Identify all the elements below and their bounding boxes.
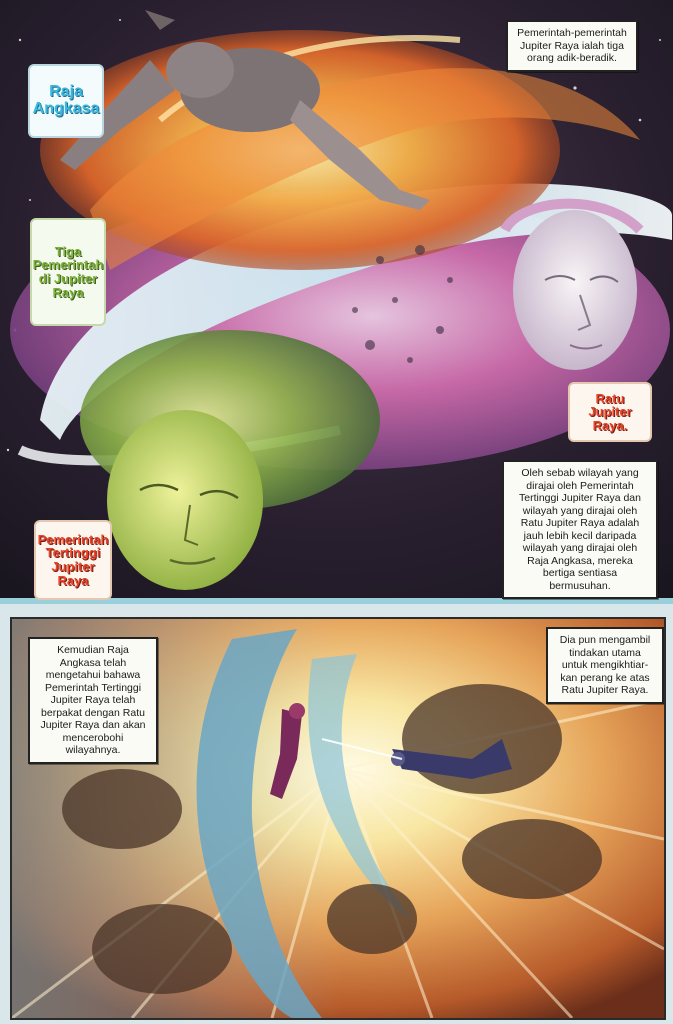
label-ratu-jupiter: Ratu Jupiter Raya. (568, 382, 652, 442)
caption-intro: Pemerintah-pemerintah Jupiter Raya ialah tiga orang adik-beradik. (506, 20, 638, 72)
label-pemerintah-tertinggi: Pemerintah Tertinggi Jupiter Raya (34, 520, 112, 600)
caption-left: Kemudian Raja Angkasa telah mengetahui bahawa Pemerintah Tertinggi Jupiter Raya telah berpakat dengan Ratu Jupiter Raya dan akan mencerobohi wilayahnya. (28, 637, 158, 764)
label-raja-angkasa: Raja Angkasa (28, 64, 104, 138)
caption-right: Dia pun mengambil tindakan utama untuk mengikhtiar-kan perang ke atas Ratu Jupiter Raya. (546, 627, 664, 704)
caption-main: Oleh sebab wilayah yang dirajai oleh Pemerintah Tertinggi Jupiter Raya dan wilayah yang dirajai oleh Ratu Jupiter Raya adalah jauh lebih kecil daripada wilayah yang dirajai oleh Raja Angkasa, mereka bertiga sentiasa bermusuhan. (502, 460, 658, 599)
label-tiga-pemerintah: Tiga Pemerintah di Jupiter Raya (30, 218, 106, 326)
bottom-panel (10, 617, 666, 1020)
